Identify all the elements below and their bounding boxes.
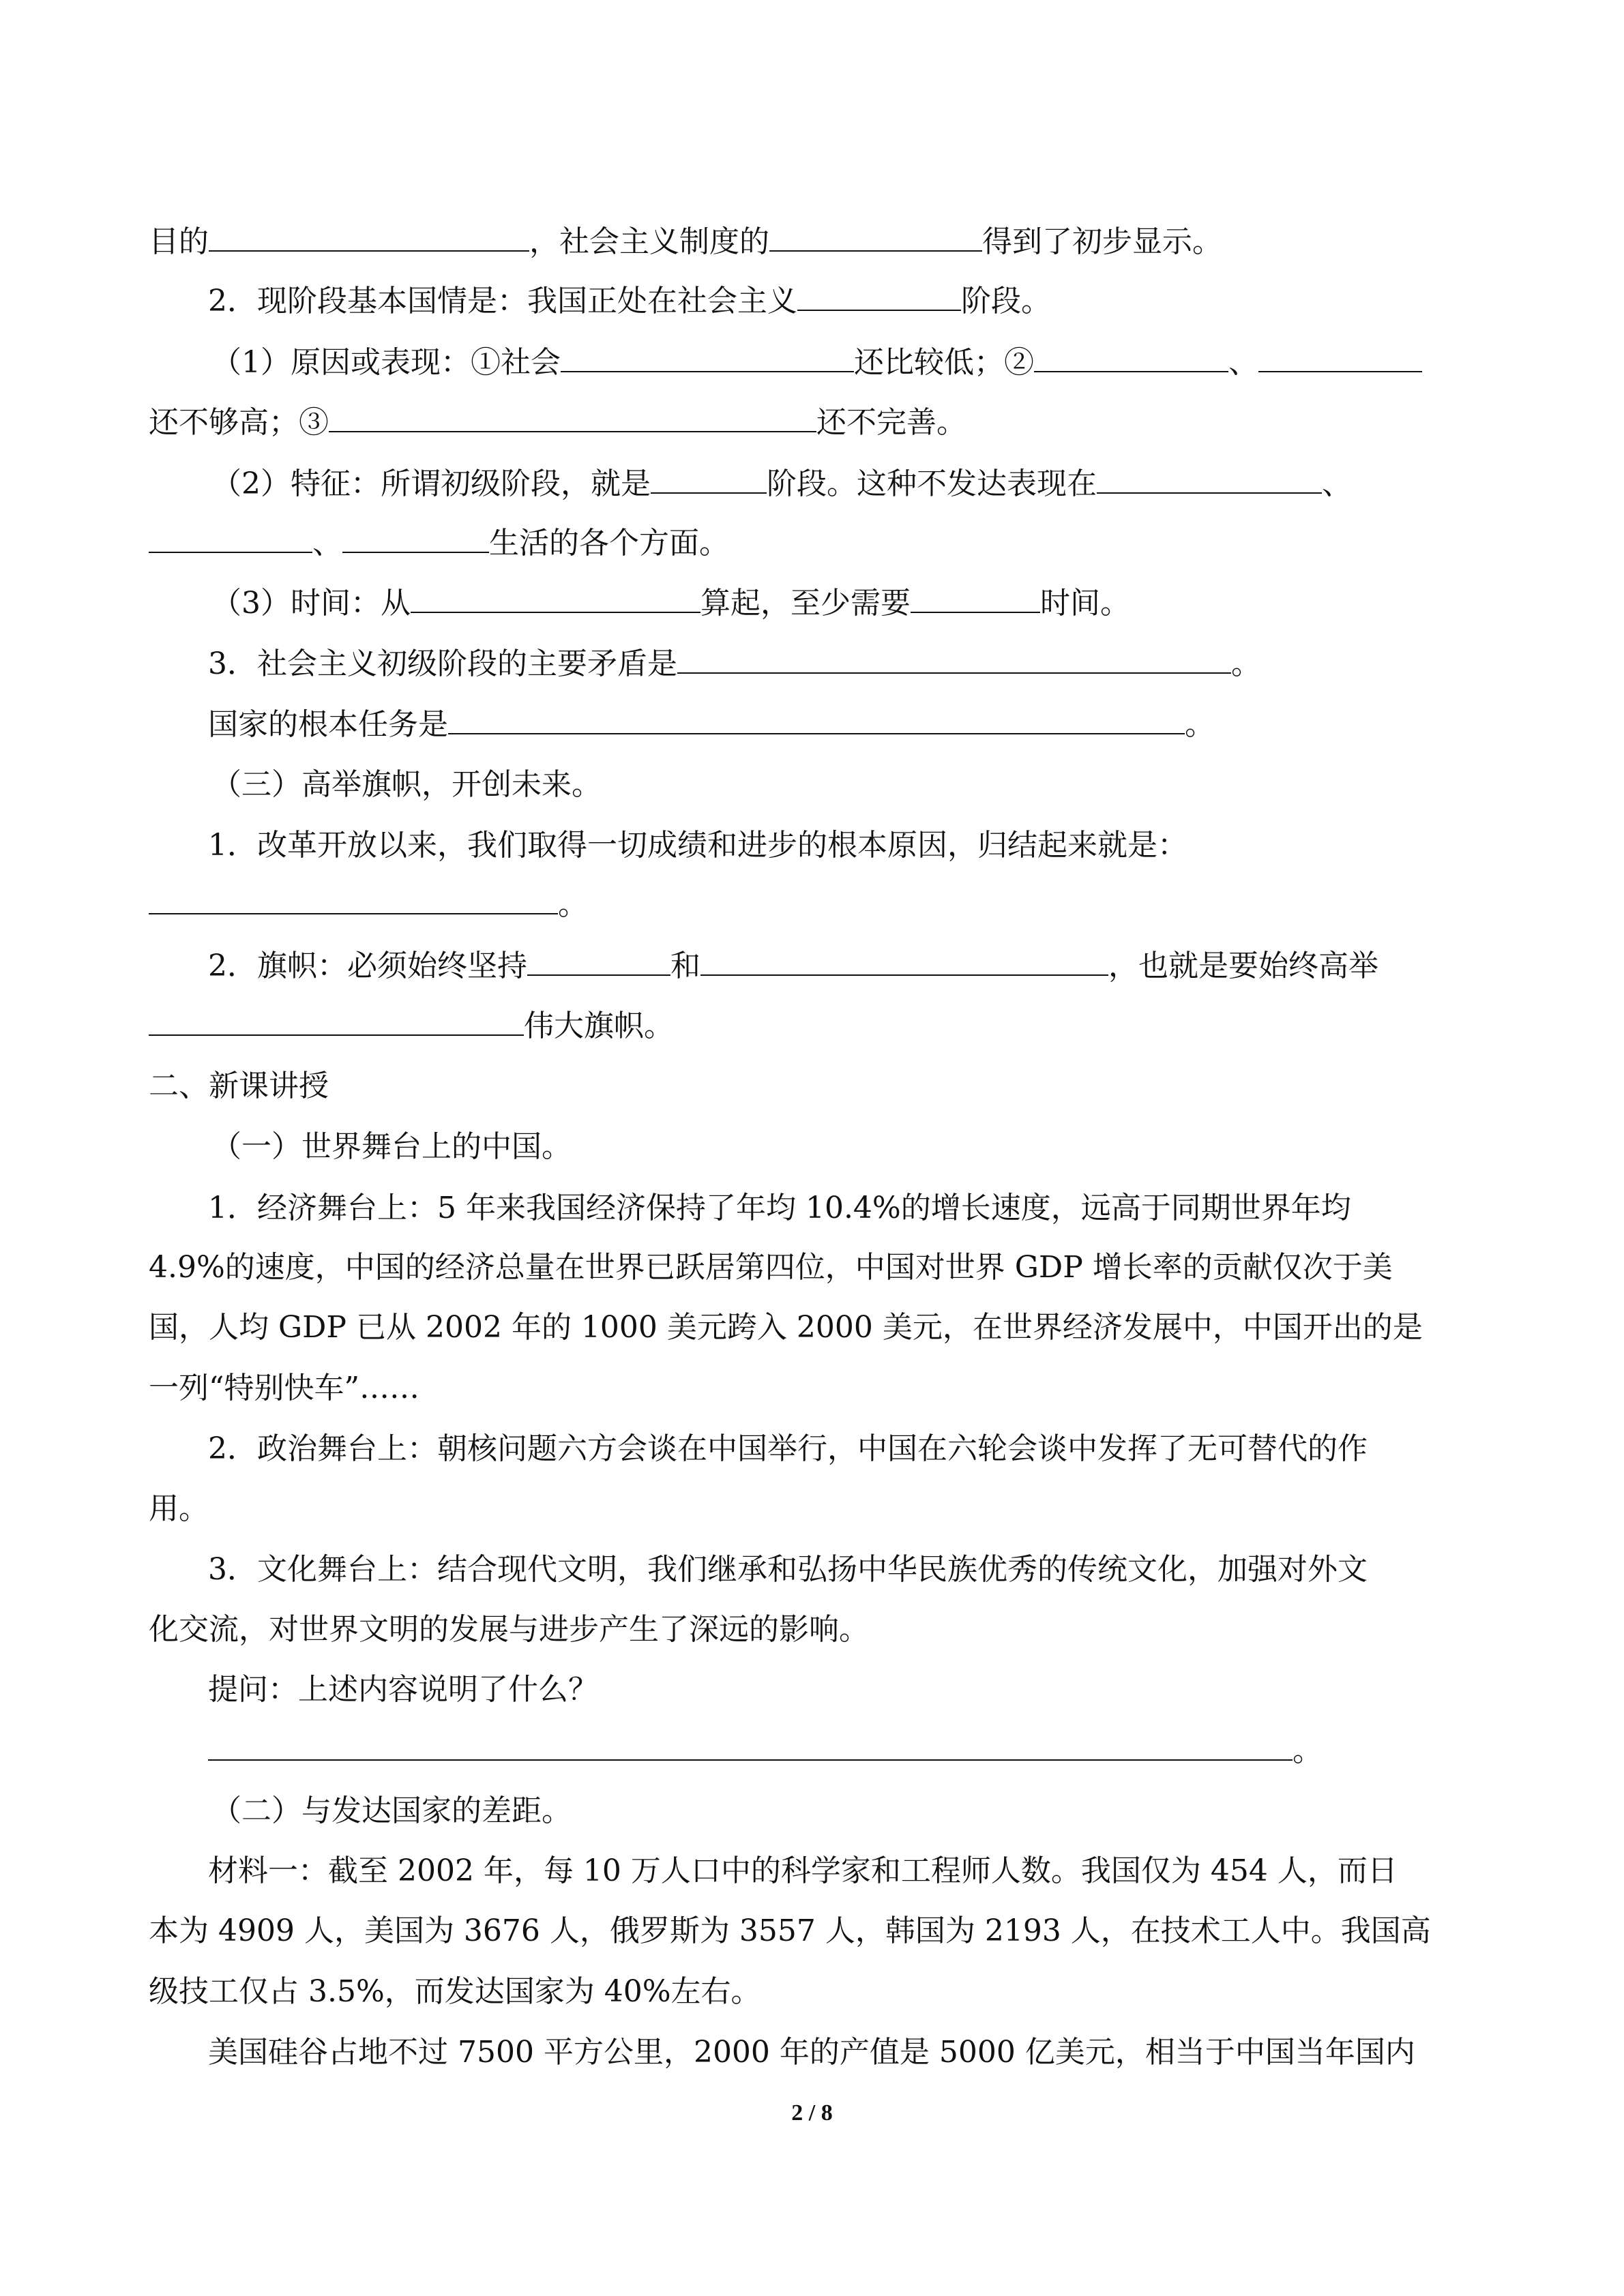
text-line: 美国硅谷占地不过 7500 平方公里，2000 年的产值是 5000 亿美元，相当于中国当年国内	[208, 2035, 1415, 2070]
answer-blank[interactable]	[700, 950, 1108, 976]
answer-blank[interactable]	[342, 527, 489, 553]
section-heading: （二）与发达国家的差距。	[211, 1793, 572, 1828]
text-line: 材料一：截至 2002 年，每 10 万人口中的科学家和工程师人数。我国仅为 454 人，而日	[208, 1853, 1398, 1888]
text-line: 。	[208, 1726, 1323, 1770]
text-line: 目的 ，社会主义制度的 得到了初步显示。	[149, 224, 1222, 259]
section-heading: 二、新课讲授	[149, 1069, 329, 1103]
answer-blank[interactable]	[448, 709, 1185, 734]
text-line: 级技工仅占 3.5%，而发达国家为 40%左右。	[149, 1974, 761, 2009]
answer-blank[interactable]	[209, 226, 529, 252]
answer-blank[interactable]	[208, 1735, 1293, 1761]
text-line: （3）时间：从 算起，至少需要 时间。	[211, 586, 1130, 621]
answer-blank[interactable]	[769, 226, 982, 252]
answer-blank[interactable]	[149, 889, 558, 914]
text-line: 国家的根本任务是 。	[208, 707, 1215, 742]
text-line: 还不够高；③ 还不完善。	[149, 405, 966, 440]
text-line: 2．政治舞台上：朝核问题六方会谈在中国举行，中国在六轮会谈中发挥了无可替代的作	[208, 1431, 1368, 1466]
text-line: 1．经济舞台上：5 年来我国经济保持了年均 10.4%的增长速度，远高于同期世界年均	[208, 1191, 1351, 1225]
text-line: 伟大旗帜。	[149, 1001, 674, 1045]
text-line: 提问：上述内容说明了什么？	[208, 1672, 598, 1707]
text-line: 化交流，对世界文明的发展与进步产生了深远的影响。	[149, 1612, 869, 1647]
answer-blank[interactable]	[797, 285, 961, 311]
text-line: 2．旗帜：必须始终坚持 和 ，也就是要始终高举	[208, 949, 1378, 983]
answer-blank[interactable]	[911, 587, 1040, 613]
text-line: 用。	[149, 1491, 209, 1526]
answer-blank[interactable]	[677, 648, 1231, 674]
page-number: 2 / 8	[791, 2100, 833, 2126]
text-line: 本为 4909 人，美国为 3676 人，俄罗斯为 3557 人，韩国为 2193 人，在技术工人中。我国高	[149, 1913, 1431, 1948]
text-line: 一列“特别快车”……	[149, 1371, 419, 1405]
text-line: （1）原因或表现：①社会 还比较低；② 、	[211, 338, 1422, 381]
answer-blank[interactable]	[149, 1010, 524, 1036]
text-line: 2．现阶段基本国情是：我国正处在社会主义 阶段。	[208, 284, 1051, 318]
answer-blank[interactable]	[149, 527, 312, 553]
answer-blank[interactable]	[1034, 346, 1228, 372]
text-line: 国，人均 GDP 已从 2002 年的 1000 美元跨入 2000 美元，在世界经济发展中，中国开出的是	[149, 1310, 1423, 1345]
answer-blank[interactable]	[1258, 346, 1422, 372]
text-line: 3．社会主义初级阶段的主要矛盾是 。	[208, 646, 1261, 681]
answer-blank[interactable]	[329, 406, 816, 432]
answer-blank[interactable]	[561, 346, 854, 372]
text-line: （2）特征：所谓初级阶段，就是 阶段。这种不发达表现在 、	[211, 466, 1352, 501]
answer-blank[interactable]	[1097, 468, 1322, 494]
answer-blank[interactable]	[651, 468, 767, 494]
answer-blank[interactable]	[411, 587, 700, 613]
answer-blank[interactable]	[527, 950, 670, 976]
text-line: 4.9%的速度，中国的经济总量在世界已跃居第四位，中国对世界 GDP 增长率的贡献仅次于美	[149, 1250, 1393, 1285]
section-heading: （三）高举旗帜，开创未来。	[211, 767, 602, 802]
section-heading: （一）世界舞台上的中国。	[211, 1129, 572, 1164]
text-line: 、 生活的各个方面。	[149, 518, 729, 562]
text-line: 3．文化舞台上：结合现代文明，我们继承和弘扬中华民族优秀的传统文化，加强对外文	[208, 1552, 1368, 1587]
text-line: 。	[149, 880, 588, 923]
text-line: 1．改革开放以来，我们取得一切成绩和进步的根本原因，归结起来就是：	[208, 828, 1187, 863]
